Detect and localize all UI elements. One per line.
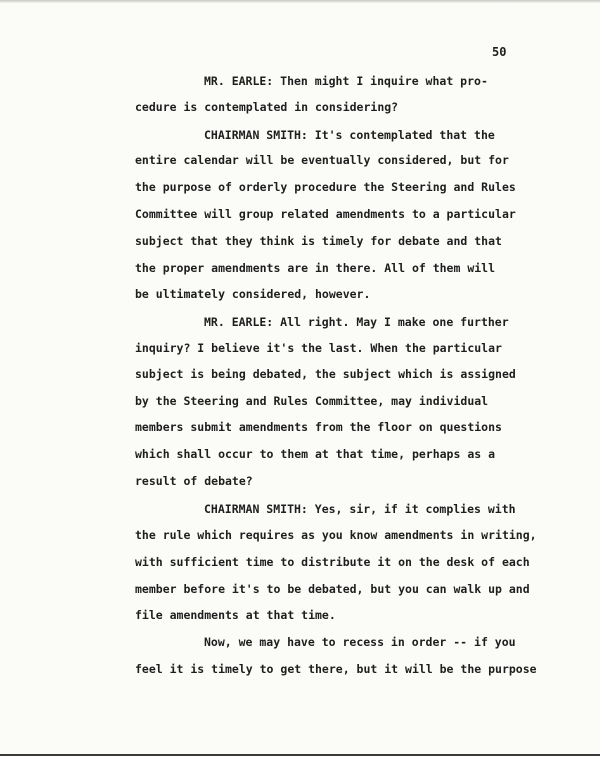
text-line: CHAIRMAN SMITH: Yes, sir, if it complies with bbox=[204, 502, 516, 516]
text-line: Now, we may have to recess in order -- if you bbox=[204, 635, 516, 649]
text-line: the proper amendments are in there. All of them will bbox=[135, 261, 496, 275]
text-line: result of debate? bbox=[135, 474, 253, 488]
page-top-edge bbox=[0, 0, 600, 3]
text-line: subject is being debated, the subject which is assigned bbox=[135, 367, 516, 381]
text-line: MR. EARLE: Then might I inquire what pro- bbox=[204, 74, 488, 88]
text-line: which shall occur to them at that time, perhaps as a bbox=[135, 447, 496, 461]
text-line: be ultimately considered, however. bbox=[135, 287, 371, 301]
text-line: inquiry? I believe it's the last. When the particular bbox=[135, 341, 502, 355]
text-line: the rule which requires as you know amendments in writing, bbox=[135, 528, 537, 542]
text-line: file amendments at that time. bbox=[135, 608, 336, 622]
text-line: by the Steering and Rules Committee, may individual bbox=[135, 394, 489, 408]
text-line: with sufficient time to distribute it on the desk of each bbox=[135, 555, 530, 569]
text-line: the purpose of orderly procedure the Steering and Rules bbox=[135, 180, 516, 194]
text-line: entire calendar will be eventually considered, but for bbox=[135, 153, 509, 167]
text-line: member before it's to be debated, but you can walk up and bbox=[135, 582, 530, 596]
page-number: 50 bbox=[492, 45, 507, 59]
text-line: CHAIRMAN SMITH: It's contemplated that the bbox=[204, 128, 495, 142]
text-line: Committee will group related amendments to a particular bbox=[135, 207, 516, 221]
text-line: cedure is contemplated in considering? bbox=[135, 100, 399, 114]
text-line: members submit amendments from the floor on questions bbox=[135, 420, 502, 434]
text-line: MR. EARLE: All right. May I make one further bbox=[204, 315, 509, 329]
text-line: feel it is timely to get there, but it will be the purpose bbox=[135, 662, 537, 676]
text-line: subject that they think is timely for debate and that bbox=[135, 234, 502, 248]
page-bottom-edge bbox=[0, 754, 600, 778]
